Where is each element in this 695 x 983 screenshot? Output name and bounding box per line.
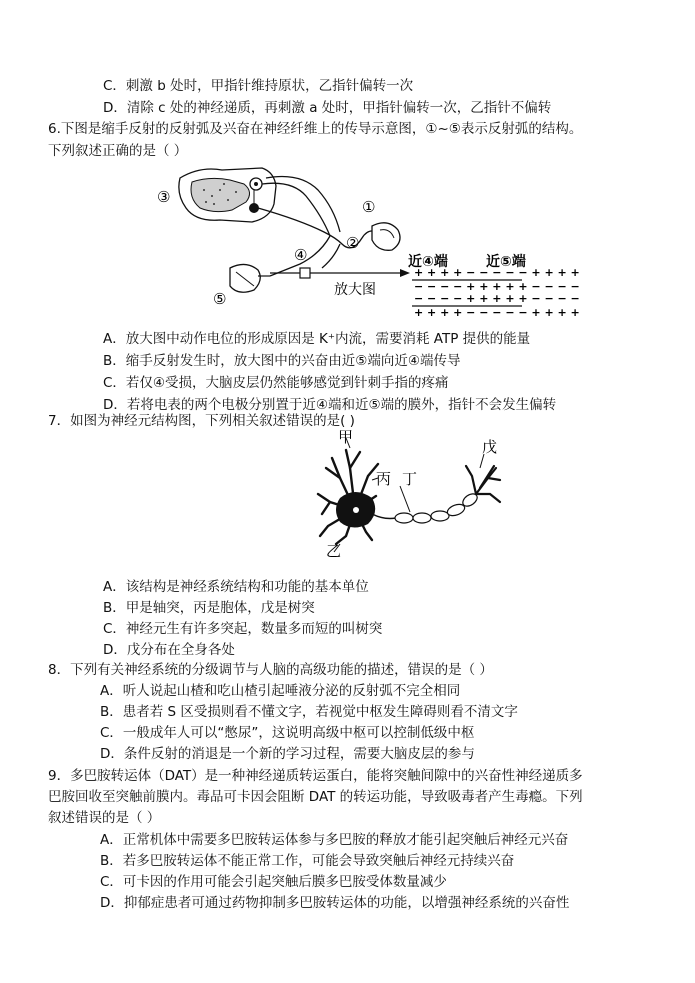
near-4-end: 近④端 (408, 254, 448, 270)
magnified-label: 放大图 (334, 282, 376, 298)
q9-option-a: A．正常机体中需要多巴胺转运体参与多巴胺的释放才能引起突触后神经元兴奋 (100, 832, 569, 848)
q7-option-b: B．甲是轴突，丙是胞体，戊是树突 (103, 600, 315, 616)
q7-option-a: A．该结构是神经系统结构和功能的基本单位 (103, 579, 369, 595)
q8-stem: 8．下列有关神经系统的分级调节与人脑的高级功能的描述，错误的是（ ） (48, 662, 493, 678)
q6-option-a: A．放大图中动作电位的形成原因是 K⁺内流，需要消耗 ATP 提供的能量 (103, 331, 531, 347)
membrane-row-3: − − − − + + + + + − − − − (414, 292, 580, 305)
reflex-arc-figure (0, 160, 695, 320)
q7-option-d: D．戊分布在全身各处 (103, 642, 235, 658)
q9-stem-line3: 叙述错误的是（ ） (48, 810, 161, 826)
label-2: ② (346, 234, 360, 252)
q6-stem-line2: 下列叙述正确的是（ ） (48, 143, 188, 159)
label-1: ① (362, 198, 376, 216)
q6-option-d: D．若将电表的两个电极分别置于近④端和近⑤端的膜外，指针不会发生偏转 (103, 397, 557, 413)
label-5: ⑤ (213, 290, 227, 308)
label-wu: 戊 (482, 438, 498, 456)
near-5-end: 近⑤端 (486, 254, 526, 270)
q7-option-c: C．神经元生有许多突起，数量多而短的叫树突 (103, 621, 383, 637)
q6-option-c: C．若仅④受损，大脑皮层仍然能够感觉到针刺手指的疼痛 (103, 375, 449, 391)
q6-option-b: B．缩手反射发生时，放大图中的兴奋由近⑤端向近④端传导 (103, 353, 461, 369)
label-4: ④ (294, 246, 308, 264)
membrane-row-4: + + + + − − − − − + + + + (414, 306, 580, 319)
q8-option-b: B．患者若 S 区受损则看不懂文字，若视觉中枢发生障碍则看不清文字 (100, 704, 518, 720)
q9-option-c: C．可卡因的作用可能会引起突触后膜多巴胺受体数量减少 (100, 874, 447, 890)
q9-option-d: D．抑郁症患者可通过药物抑制多巴胺转运体的功能，以增强神经系统的兴奋性 (100, 895, 570, 911)
q5-option-d: D．清除 c 处的神经递质，再刺激 a 处时，甲指针偏转一次，乙指针不偏转 (103, 100, 552, 116)
q8-option-c: C．一般成年人可以“憋尿”，这说明高级中枢可以控制低级中枢 (100, 725, 475, 741)
label-ding: 丁 (402, 470, 418, 488)
neuron-figure (0, 428, 695, 568)
q8-option-d: D．条件反射的消退是一个新的学习过程，需要大脑皮层的参与 (100, 746, 475, 762)
membrane-row-1: + + + + − − − − − + + + + (414, 266, 580, 279)
q8-option-a: A．听人说起山楂和吃山楂引起唾液分泌的反射弧不完全相同 (100, 683, 461, 699)
label-jia: 甲 (338, 428, 354, 446)
label-3: ③ (157, 188, 171, 206)
q6-stem-line1: 6.下图是缩手反射的反射弧及兴奋在神经纤维上的传导示意图，①~⑤表示反射弧的结构。 (48, 121, 583, 137)
q9-stem-line1: 9．多巴胺转运体（DAT）是一种神经递质转运蛋白，能将突触间隙中的兴奋性神经递质多 (48, 768, 583, 784)
q9-option-b: B．若多巴胺转运体不能正常工作，可能会导致突触后神经元持续兴奋 (100, 853, 515, 869)
label-bing: 丙 (376, 470, 392, 488)
membrane-row-2: − − − − + + + + + − − − − (414, 280, 580, 293)
q7-stem: 7．如图为神经元结构图，下列相关叙述错误的是( ) (48, 413, 355, 429)
q9-stem-line2: 巴胺回收至突触前膜内。毒品可卡因会阻断 DAT 的转运功能，导致吸毒者产生毒瘾。下列 (48, 789, 583, 805)
q5-option-c: C．刺激 b 处时，甲指针维持原状，乙指针偏转一次 (103, 78, 414, 94)
label-yi: 乙 (326, 542, 342, 560)
